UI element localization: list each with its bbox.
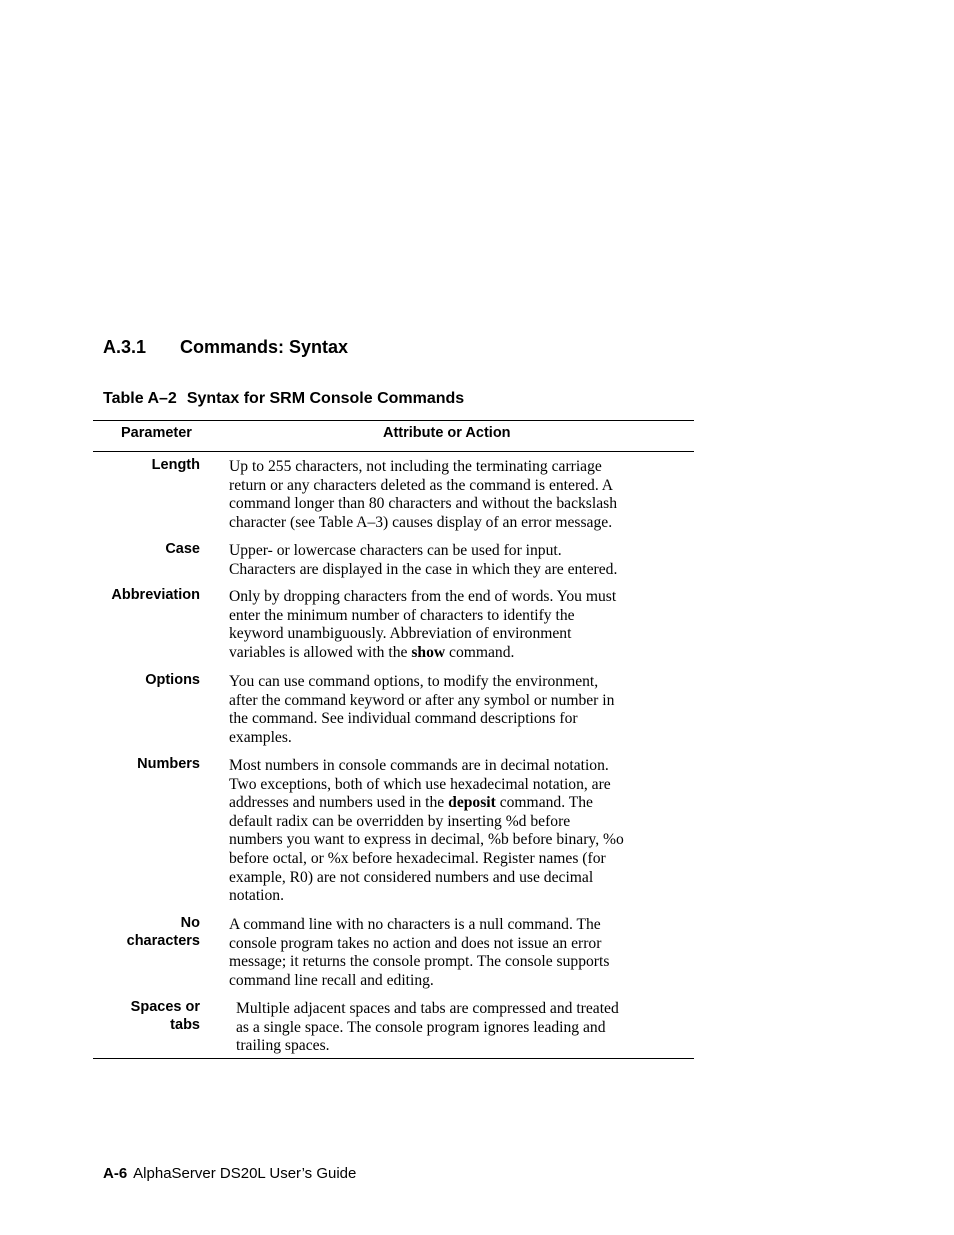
description-line xyxy=(229,850,699,869)
table-caption-label: Table A–2 xyxy=(103,390,177,407)
description-line xyxy=(229,757,699,776)
description-line xyxy=(229,477,699,496)
description-line xyxy=(229,916,699,935)
description-line xyxy=(229,935,699,954)
text-segment: trailing spaces. xyxy=(236,1037,330,1055)
row-description xyxy=(236,1000,706,1056)
row-description xyxy=(229,458,699,532)
description-line xyxy=(229,729,699,748)
description-line xyxy=(229,588,699,607)
parameter-line: Spaces or xyxy=(130,999,200,1015)
description-line xyxy=(229,607,699,626)
row-parameter xyxy=(145,671,200,689)
text-segment: notation. xyxy=(229,887,285,905)
description-line xyxy=(229,887,699,906)
text-segment: character (see Table A–3) causes display of an error message. xyxy=(229,513,613,531)
text-segment: Two exceptions, both of which use hexadecimal notation, are xyxy=(229,775,611,793)
row-parameter xyxy=(165,540,200,558)
text-segment: return or any characters deleted as the command is entered. A xyxy=(229,476,614,494)
text-segment: command line recall and editing. xyxy=(229,971,434,989)
description-line xyxy=(229,813,699,832)
section-title: Commands: Syntax xyxy=(180,337,349,357)
row-parameter xyxy=(111,586,200,604)
row-parameter xyxy=(127,914,200,950)
row-parameter xyxy=(131,998,200,1034)
description-line xyxy=(236,1037,706,1056)
row-description xyxy=(229,542,699,579)
page-footer xyxy=(103,1165,356,1182)
text-segment: addresses and numbers used in the xyxy=(229,794,449,812)
text-segment: command. xyxy=(445,643,515,661)
row-description xyxy=(229,916,699,990)
description-line xyxy=(229,514,699,533)
description-line xyxy=(229,625,699,644)
text-segment: after the command keyword or after any symbol or number in xyxy=(229,691,615,709)
description-line xyxy=(229,692,699,711)
text-segment: example, R0) are not considered numbers and use decimal xyxy=(229,868,594,886)
parameter-line: Abbreviation xyxy=(111,587,200,603)
text-segment: variables is allowed with the xyxy=(229,643,412,661)
table-header-rule xyxy=(93,451,694,452)
description-line xyxy=(236,1019,706,1038)
text-segment: keyword unambiguously. Abbreviation of environment xyxy=(229,625,572,643)
text-segment: command longer than 80 characters and without the backslash xyxy=(229,495,617,513)
text-segment: Upper- or lowercase characters can be used for input. xyxy=(229,542,562,559)
page-number: A-6 xyxy=(103,1165,128,1182)
text-segment: examples. xyxy=(229,728,292,746)
text-segment: enter the minimum number of characters to identify the xyxy=(229,606,575,624)
table-caption-title: Syntax for SRM Console Commands xyxy=(186,390,465,407)
row-parameter xyxy=(137,755,200,773)
description-line xyxy=(229,458,699,477)
text-segment: as a single space. The console program ignores leading and xyxy=(236,1018,606,1036)
command-keyword: show xyxy=(411,643,446,661)
text-segment: before octal, or %x before hexadecimal. Register names (for xyxy=(229,849,606,867)
description-line xyxy=(229,869,699,888)
parameter-line: No xyxy=(180,915,200,931)
column-header-parameter: Parameter xyxy=(121,425,192,441)
row-parameter xyxy=(152,456,200,474)
parameter-line: Length xyxy=(151,457,200,473)
parameter-line: Case xyxy=(165,541,200,557)
section-number: A.3.1 xyxy=(103,337,147,357)
text-segment: default radix can be overridden by inserting %d before xyxy=(229,812,571,830)
text-segment: the command. See individual command descriptions for xyxy=(229,710,578,728)
text-segment: Only by dropping characters from the end of words. You must xyxy=(229,588,617,605)
description-line xyxy=(229,644,699,663)
text-segment: You can use command options, to modify the environment, xyxy=(229,673,599,690)
description-line xyxy=(236,1000,706,1019)
parameter-line: Options xyxy=(145,672,200,688)
table-caption xyxy=(103,390,464,408)
text-segment: Characters are displayed in the case in which they are entered. xyxy=(229,560,618,578)
row-description xyxy=(229,588,699,662)
table-top-rule xyxy=(93,420,694,421)
table-bottom-rule xyxy=(93,1058,694,1059)
description-line xyxy=(229,776,699,795)
parameter-line: Numbers xyxy=(137,756,200,772)
description-line xyxy=(229,673,699,692)
text-segment: command. The xyxy=(495,794,593,812)
description-line xyxy=(229,495,699,514)
description-line xyxy=(229,542,699,561)
parameter-line: tabs xyxy=(170,1017,200,1033)
description-line xyxy=(229,972,699,991)
text-segment: Most numbers in console commands are in decimal notation. xyxy=(229,757,609,774)
command-keyword: deposit xyxy=(448,794,496,812)
text-segment: Up to 255 characters, not including the terminating carriage xyxy=(229,458,602,475)
row-description xyxy=(229,757,699,906)
text-segment: console program takes no action and does not issue an error xyxy=(229,934,602,952)
row-description xyxy=(229,673,699,747)
text-segment: message; it returns the console prompt. The console supports xyxy=(229,953,610,971)
parameter-line: characters xyxy=(126,933,200,949)
column-header-attribute: Attribute or Action xyxy=(383,425,511,441)
description-line xyxy=(229,953,699,972)
text-segment: Multiple adjacent spaces and tabs are compressed and treated xyxy=(236,1000,619,1017)
description-line xyxy=(229,794,699,813)
description-line xyxy=(229,710,699,729)
document-title: AlphaServer DS20L User’s Guide xyxy=(133,1165,357,1182)
text-segment: A command line with no characters is a null command. The xyxy=(229,916,601,933)
description-line xyxy=(229,561,699,580)
description-line xyxy=(229,831,699,850)
section-heading xyxy=(103,337,348,358)
text-segment: numbers you want to express in decimal, %b before binary, %o xyxy=(229,831,624,849)
